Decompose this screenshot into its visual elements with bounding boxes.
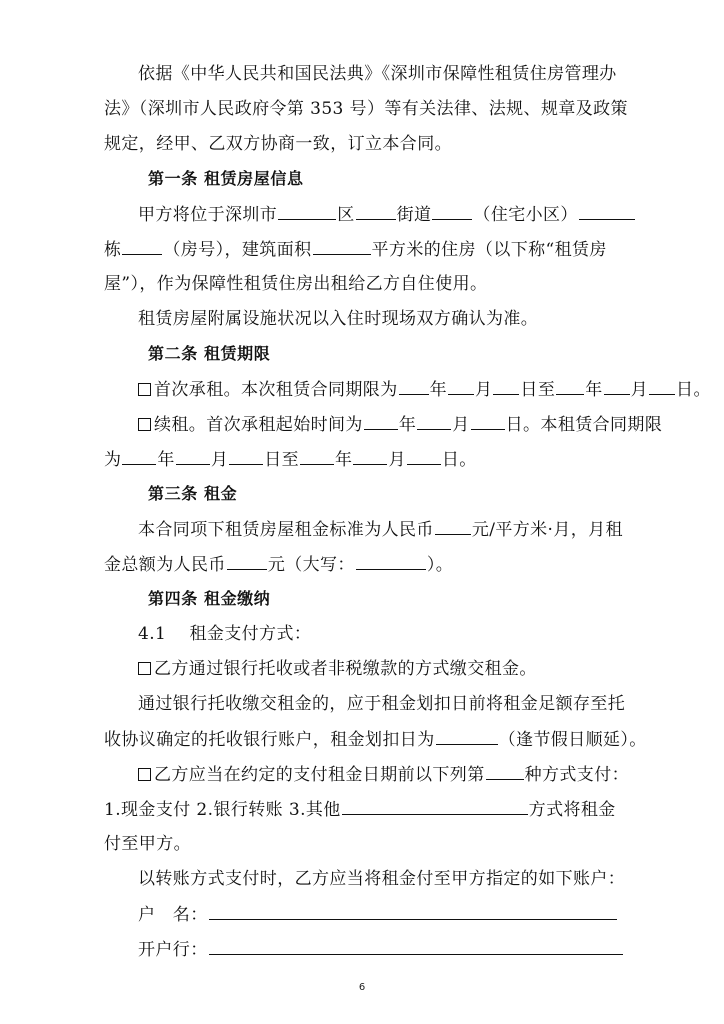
text: 栋: [104, 240, 122, 260]
deduction-day-blank[interactable]: [436, 727, 498, 745]
article-1-line-3: 屋”），作为保障性租赁住房出租给乙方自住使用。: [104, 274, 488, 294]
article-1-line-4: 租赁房屋附属设施状况以入住时现场双方确认为准。: [138, 309, 539, 329]
text: 乙方通过银行托收或者非税缴款的方式缴交租金。: [154, 659, 537, 679]
account-name-blank[interactable]: [209, 902, 617, 920]
text: 种方式支付：: [524, 765, 630, 785]
text: 。: [459, 450, 477, 470]
blank[interactable]: [407, 447, 441, 465]
article-4-para-1: 通过银行托收缴交租金的，应于租金划扣日前将租金足额存至托: [138, 694, 626, 714]
article-2-option-2: [138, 412, 663, 437]
room-blank[interactable]: [122, 237, 162, 255]
community-blank[interactable]: [432, 202, 472, 220]
article-3-line-2: [104, 552, 626, 577]
text: 日: [441, 450, 460, 470]
agreed-date-checkbox[interactable]: [138, 768, 151, 781]
text: 元/平方米·月，月租: [471, 520, 623, 540]
article-2-option-1: [138, 377, 711, 402]
text: 日至: [520, 380, 556, 400]
article-1-heading: 第一条 租赁房屋信息: [148, 169, 304, 188]
bank-collection-checkbox[interactable]: [138, 662, 151, 675]
text: 日: [676, 380, 694, 400]
article-3-line-1: [138, 517, 626, 542]
text: 续租。首次承租起始时间为: [154, 415, 363, 435]
rent-capital-blank[interactable]: [356, 552, 426, 570]
text: 。本租赁合同期限: [523, 415, 663, 435]
text: 区: [337, 205, 355, 225]
preamble-line-1: 依据《中华人民共和国民法典》《深圳市保障性租赁住房管理办: [138, 64, 617, 84]
article-4-transfer: 以转账方式支付时，乙方应当将租金付至甲方指定的如下账户：: [138, 869, 626, 889]
text: （住宅小区）: [473, 205, 578, 225]
article-1-line-2: [104, 237, 626, 262]
text: 月: [210, 450, 229, 470]
text: 1.现金支付 2.银行转账 3.其他: [104, 800, 341, 820]
blank[interactable]: [471, 412, 505, 430]
bank-row: [138, 937, 626, 962]
blank[interactable]: [556, 377, 584, 395]
article-4-section-4-1: 4.1 租金支付方式：: [138, 624, 312, 644]
bank-blank[interactable]: [209, 937, 623, 955]
text: 年: [157, 450, 175, 470]
article-4-methods: [104, 797, 626, 822]
text: 金总额为人民币: [104, 555, 226, 575]
account-name-row: [138, 902, 626, 927]
text: 户 名：: [138, 905, 208, 925]
blank[interactable]: [399, 377, 429, 395]
text: 月: [452, 415, 470, 435]
blank[interactable]: [448, 377, 474, 395]
article-3-heading: 第三条 租金: [148, 484, 238, 503]
blank[interactable]: [300, 447, 334, 465]
text: 方式将租金: [528, 800, 616, 820]
text: 年: [398, 415, 417, 435]
text: （逢节假日顺延）。: [498, 730, 647, 750]
article-1-line-1: [138, 202, 626, 227]
text: 首次承租。本次租赁合同期限为: [154, 380, 398, 400]
blank[interactable]: [604, 377, 630, 395]
article-4-methods-cont: 付至甲方。: [104, 834, 191, 854]
blank[interactable]: [364, 412, 398, 430]
text: 开户行：: [138, 940, 208, 960]
text: 为: [104, 450, 122, 470]
blank[interactable]: [353, 447, 387, 465]
district-blank[interactable]: [278, 202, 336, 220]
text: 。: [693, 380, 711, 400]
text: 年: [335, 450, 353, 470]
text: 日: [505, 415, 524, 435]
text: 甲方将位于深圳市: [138, 205, 278, 225]
blank[interactable]: [229, 447, 263, 465]
text: 收协议确定的托收银行账户，租金划扣日为: [104, 730, 435, 750]
preamble-line-2: 法》（深圳市人民政府令第 353 号）等有关法律、法规、规章及政策: [104, 99, 628, 119]
other-method-blank[interactable]: [342, 797, 528, 815]
text: 月: [630, 380, 649, 400]
text: （房号），建筑面积: [163, 240, 312, 260]
article-4-para-1-cont: [104, 727, 647, 752]
text: 日至: [264, 450, 300, 470]
article-4-heading: 第四条 租金缴纳: [148, 589, 271, 608]
text: 月: [388, 450, 406, 470]
article-4-option-2: [138, 762, 630, 787]
text: 街道: [396, 205, 432, 225]
blank[interactable]: [417, 412, 451, 430]
rent-standard-blank[interactable]: [435, 517, 471, 535]
renewal-checkbox[interactable]: [138, 418, 151, 431]
text: 乙方应当在约定的支付租金日期前以下列第: [154, 765, 485, 785]
article-4-option-1: [138, 657, 626, 681]
building-blank[interactable]: [579, 202, 635, 220]
article-2-option-2-cont: [104, 447, 626, 472]
text: 平方米的住房（以下称“租赁房: [371, 240, 607, 260]
monthly-rent-blank[interactable]: [227, 552, 267, 570]
method-number-blank[interactable]: [486, 762, 524, 780]
blank[interactable]: [649, 377, 675, 395]
article-2-heading: 第二条 租赁期限: [148, 344, 271, 363]
blank[interactable]: [122, 447, 156, 465]
preamble-line-3: 规定，经甲、乙双方协商一致，订立本合同。: [104, 134, 452, 154]
text: ）。: [426, 555, 454, 575]
first-lease-checkbox[interactable]: [138, 383, 151, 396]
text: 年: [585, 380, 603, 400]
text: 月: [475, 380, 493, 400]
blank[interactable]: [493, 377, 519, 395]
text: 年: [429, 380, 448, 400]
text: 元（大写：: [267, 555, 355, 575]
street-blank[interactable]: [356, 202, 396, 220]
blank[interactable]: [176, 447, 210, 465]
page-number: 6: [358, 982, 366, 993]
text: 本合同项下租赁房屋租金标准为人民币: [138, 520, 434, 540]
area-blank[interactable]: [313, 237, 371, 255]
